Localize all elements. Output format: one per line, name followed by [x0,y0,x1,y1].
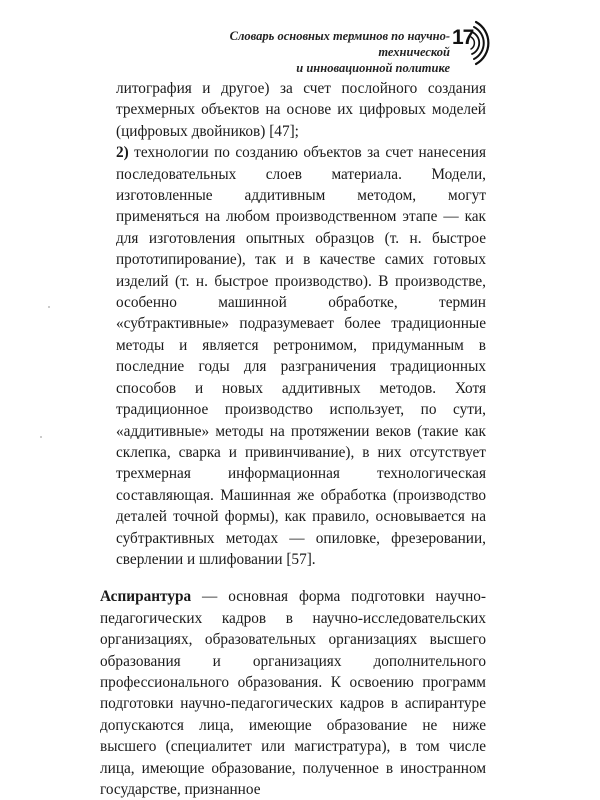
glossary-entry [100,586,486,800]
page-number: 17 [452,26,474,49]
glossary-term: Аспирантура [100,588,192,606]
arc-ornament-icon [470,18,510,68]
paragraph-gap [100,570,486,586]
main-text [100,78,486,800]
item-text: технологии по созданию объектов за счет нанесения последовательных слоев материала. Модели, изготовленные аддитивным методом, могут применяться на любом производственном этапе — как для изготовления опытных образцов (т. н. быстрое прототипирование), так и в качестве самих готовых изделий (т. н. быстрое производство). В производстве, особенно машинной обработке, термин «субтрактивные» подразумевает более традиционные методы и является ретронимом, придуманным в последние годы для разграничения традиционных способов и новых аддитивных методов. Хотя традиционное производство использует, по сути, «аддитивные» методы на протяжении веков (такие как склепка, сварка и привинчивание), в них отсутствует трехмерная информационная технологическая составляющая. Машинная же обработка (производство деталей точной формы), как правило, основывается на субтрактивных методах — опиловке, фрезеровании, сверлении и шлифовании [57]. [116,144,486,568]
paragraph-continuation: литография и другое) за счет послойного создания трехмерных объектов на основе их цифровых моделей (цифровых двойников) [47]; [116,80,486,140]
glossary-definition: — основная форма подготовки научно-педагогических кадров в научно-исследовательских организациях, образовательных организациях высшего образования и организациях дополнительного профессионального образования. К освоению программ подготовки научно-педагогических кадров в аспирантуре допускаются лица, имеющие образование не ниже высшего (специалитет или магистратура), в том числе лица, имеющие образование, полученное в иностранном государстве, признанное [100,588,486,798]
running-head-line-2: и инновационной политике [296,61,450,75]
scan-speck [48,306,50,308]
scan-speck [40,436,42,438]
paragraph-item-2 [100,142,486,570]
running-head [160,28,450,76]
running-head-line-1: Словарь основных терминов по научно-технической [229,29,450,59]
item-number: 2) [116,144,129,162]
